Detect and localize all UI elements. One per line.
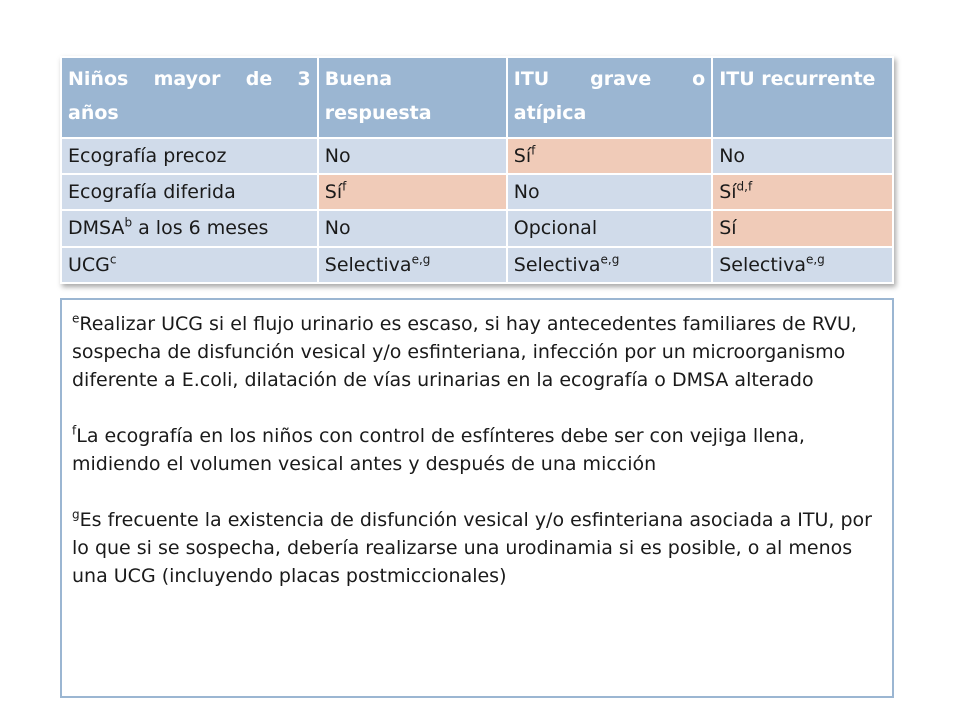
recommendations-table-container	[60, 56, 894, 284]
recommendations-table	[60, 56, 894, 284]
footnote-ref: c	[109, 252, 117, 267]
table-row	[61, 247, 893, 283]
cell-good-response	[318, 210, 507, 246]
footnote-ref: e,g	[600, 252, 620, 267]
cell-recurrent-uti	[712, 247, 893, 283]
cell-text: Opcional	[513, 217, 598, 240]
cell-good-response	[318, 247, 507, 283]
table-row	[61, 210, 893, 246]
cell-text: Sí	[324, 181, 343, 204]
table-row	[61, 174, 893, 210]
cell-severe-uti	[507, 210, 712, 246]
footnote-g	[72, 506, 880, 590]
row-label-suffix: a los 6 meses	[132, 217, 269, 240]
footnote-text: La ecografía en los niños con control de esfínteres debe ser con vejiga llena, midiendo el volumen vesical antes y después de una micción	[72, 425, 805, 475]
table-row	[61, 138, 893, 174]
footnote-ref: e,g	[805, 252, 825, 267]
footnote-text: Realizar UCG si el flujo urinario es escaso, si hay antecedentes familiares de RVU, sospecha de disfunción vesical y/o esfinteriana, infección por un microorganismo diferente a E.coli, dilatación de vías urinarias en la ecografía o DMSA alterado	[72, 313, 857, 391]
row-label-text: Ecografía precoz	[68, 144, 227, 167]
cell-text: No	[324, 144, 351, 167]
row-label	[61, 138, 318, 174]
footnote-marker: g	[72, 507, 80, 522]
cell-text: Selectiva	[719, 253, 806, 276]
header-children-age-line1: Niños mayor de 3	[68, 68, 311, 90]
cell-recurrent-uti	[712, 210, 893, 246]
row-label	[61, 210, 318, 246]
header-children-age	[61, 57, 318, 138]
footnote-text: Es frecuente la existencia de disfunción vesical y/o esfinteriana asociada a ITU, por lo que si se sospecha, debería realizarse una urodinamia si es posible, o al menos una UCG (incluyendo placas postmiccionales)	[72, 509, 872, 587]
footnote-f	[72, 422, 880, 478]
header-good-response	[318, 57, 507, 138]
header-severe-uti-line1: ITU grave o	[513, 68, 706, 90]
footnote-ref: d,f	[736, 179, 753, 194]
footnote-ref: e,g	[411, 252, 431, 267]
cell-text: No	[324, 217, 351, 240]
cell-text: Selectiva	[324, 253, 412, 276]
cell-good-response	[318, 138, 507, 174]
footnote-ref: f	[342, 179, 347, 194]
footnote-marker: f	[72, 423, 77, 438]
cell-recurrent-uti	[712, 138, 893, 174]
footnote-e	[72, 310, 880, 394]
cell-text: No	[513, 181, 540, 204]
row-label-text: Ecografía diferida	[68, 181, 236, 204]
header-severe-uti	[507, 57, 712, 138]
header-recurrent-uti-label: ITU recurrente	[719, 68, 876, 90]
row-label	[61, 247, 318, 283]
row-label	[61, 174, 318, 210]
table-header-row	[61, 57, 893, 138]
header-recurrent-uti	[712, 57, 893, 138]
header-children-age-line2: años	[68, 102, 119, 124]
header-good-response-line1: Buena	[324, 68, 393, 90]
cell-severe-uti	[507, 247, 712, 283]
cell-severe-uti	[507, 174, 712, 210]
footnote-ref: b	[124, 216, 133, 231]
footnote-marker: e	[72, 311, 80, 326]
row-label-text: UCG	[68, 253, 110, 276]
cell-recurrent-uti	[712, 174, 893, 210]
footnote-ref: f	[531, 143, 536, 158]
header-good-response-line2: respuesta	[324, 102, 432, 124]
cell-text: Selectiva	[513, 253, 601, 276]
cell-text: No	[719, 144, 746, 167]
footnotes-box	[60, 298, 894, 698]
cell-text: Sí	[719, 181, 737, 204]
cell-text: Sí	[513, 144, 532, 167]
cell-text: Sí	[719, 217, 737, 240]
cell-severe-uti	[507, 138, 712, 174]
row-label-text: DMSA	[68, 217, 125, 240]
header-severe-uti-line2: atípica	[513, 102, 587, 124]
cell-good-response	[318, 174, 507, 210]
